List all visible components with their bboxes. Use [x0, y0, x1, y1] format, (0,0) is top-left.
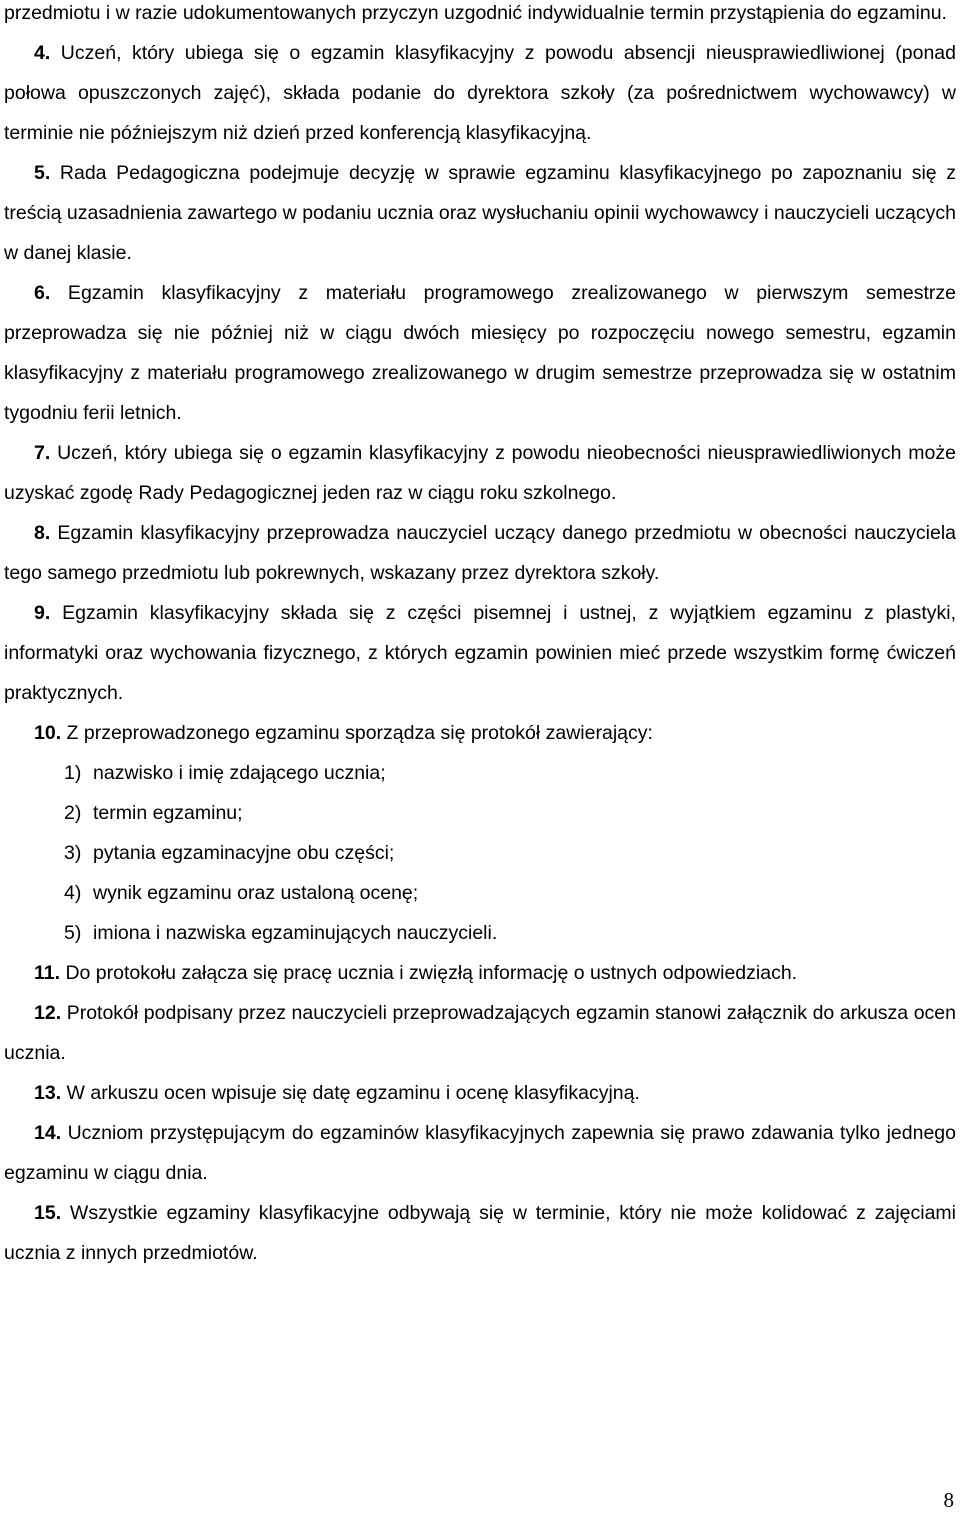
- paragraph-number: 9.: [34, 602, 51, 624]
- document-page: [4, 0, 956, 1273]
- paragraph-number: 10.: [34, 722, 62, 744]
- list-item: [4, 873, 956, 913]
- paragraph-text: Rada Pedagogiczna podejmuje decyzję w sprawie egzaminu klasyfikacyjnego po zapoznaniu się z treścią uzasadnienia zawartego w podaniu ucznia oraz wysłuchaniu opinii wychowawcy i nauczycieli uczących w danej klasie.: [4, 162, 956, 264]
- paragraph-10: [4, 713, 956, 753]
- paragraph-text: Uczniom przystępującym do egzaminów klasyfikacyjnych zapewnia się prawo zdawania tylko jednego egzaminu w ciągu dnia.: [4, 1122, 956, 1184]
- paragraph-number: 13.: [34, 1082, 62, 1104]
- paragraph-text: Z przeprowadzonego egzaminu sporządza się protokół zawierający:: [61, 722, 653, 744]
- paragraph-number: 5.: [34, 162, 51, 184]
- paragraph-text: Do protokołu załącza się pracę ucznia i zwięzłą informację o ustnych odpowiedziach.: [60, 962, 798, 984]
- paragraph-8: [4, 513, 956, 593]
- paragraph-13: [4, 1073, 956, 1113]
- paragraph-text: Uczeń, który ubiega się o egzamin klasyfikacyjny z powodu nieobecności nieusprawiedliwionych może uzyskać zgodę Rady Pedagogicznej jeden raz w ciągu roku szkolnego.: [4, 442, 956, 504]
- paragraph-number: 4.: [34, 42, 51, 64]
- paragraph-text: Uczeń, który ubiega się o egzamin klasyfikacyjny z powodu absencji nieusprawiedliwionej (ponad połowa opuszczonych zajęć), składa podanie do dyrektora szkoły (za pośrednictwem wychowawcy) w terminie nie późniejszym niż dzień przed konferencją klasyfikacyjną.: [4, 42, 956, 144]
- paragraph-number: 11.: [34, 962, 61, 984]
- paragraph-text: Wszystkie egzaminy klasyfikacyjne odbywają się w terminie, który nie może kolidować z zajęciami ucznia z innych przedmiotów.: [4, 1202, 956, 1264]
- list-marker: 2): [64, 802, 82, 824]
- paragraph-number: 7.: [34, 442, 51, 464]
- paragraph-14: [4, 1113, 956, 1193]
- paragraph-4: [4, 33, 956, 153]
- list-marker: 1): [64, 762, 82, 784]
- list-item-text: nazwisko i imię zdającego ucznia;: [93, 762, 386, 784]
- paragraph-12: [4, 993, 956, 1073]
- list-item: [4, 793, 956, 833]
- paragraph-7: [4, 433, 956, 513]
- paragraph-number: 14.: [34, 1122, 62, 1144]
- paragraph-6: [4, 273, 956, 433]
- paragraph-5: [4, 153, 956, 273]
- page-number: 8: [943, 1488, 954, 1512]
- list-item-text: termin egzaminu;: [93, 802, 243, 824]
- list-item-text: imiona i nazwiska egzaminujących nauczycieli.: [93, 922, 498, 944]
- protocol-contents-list: [4, 753, 956, 953]
- list-marker: 3): [64, 842, 82, 864]
- list-item: [4, 913, 956, 953]
- paragraph-text: Protokół podpisany przez nauczycieli przeprowadzających egzamin stanowi załącznik do arkusza ocen ucznia.: [4, 1002, 956, 1064]
- paragraph-number: 8.: [34, 522, 51, 544]
- list-marker: 5): [64, 922, 82, 944]
- list-item: [4, 753, 956, 793]
- paragraph-text: W arkuszu ocen wpisuje się datę egzaminu i ocenę klasyfikacyjną.: [61, 1082, 640, 1104]
- paragraph-11: [4, 953, 956, 993]
- paragraph-number: 6.: [34, 282, 51, 304]
- list-item-text: wynik egzaminu oraz ustaloną ocenę;: [93, 882, 419, 904]
- paragraph-text: Egzamin klasyfikacyjny przeprowadza nauczyciel uczący danego przedmiotu w obecności nauczyciela tego samego przedmiotu lub pokrewnych, wskazany przez dyrektora szkoły.: [4, 522, 956, 584]
- list-marker: 4): [64, 882, 82, 904]
- list-item-text: pytania egzaminacyjne obu części;: [93, 842, 395, 864]
- paragraph-number: 12.: [34, 1002, 62, 1024]
- intro-paragraph: przedmiotu i w razie udokumentowanych przyczyn uzgodnić indywidualnie termin przystąpienia do egzaminu.: [4, 2, 947, 24]
- paragraph-number: 15.: [34, 1202, 62, 1224]
- paragraph-text: Egzamin klasyfikacyjny składa się z części pisemnej i ustnej, z wyjątkiem egzaminu z plastyki, informatyki oraz wychowania fizycznego, z których egzamin powinien mieć przede wszystkim formę ćwiczeń praktycznych.: [4, 602, 956, 704]
- list-item: [4, 833, 956, 873]
- paragraph-15: [4, 1193, 956, 1273]
- paragraph-9: [4, 593, 956, 713]
- paragraph-text: Egzamin klasyfikacyjny z materiału programowego zrealizowanego w pierwszym semestrze przeprowadza się nie później niż w ciągu dwóch miesięcy po rozpoczęciu nowego semestru, egzamin klasyfikacyjny z materiału programowego zrealizowanego w drugim semestrze przeprowadza się w ostatnim tygodniu ferii letnich.: [4, 282, 956, 424]
